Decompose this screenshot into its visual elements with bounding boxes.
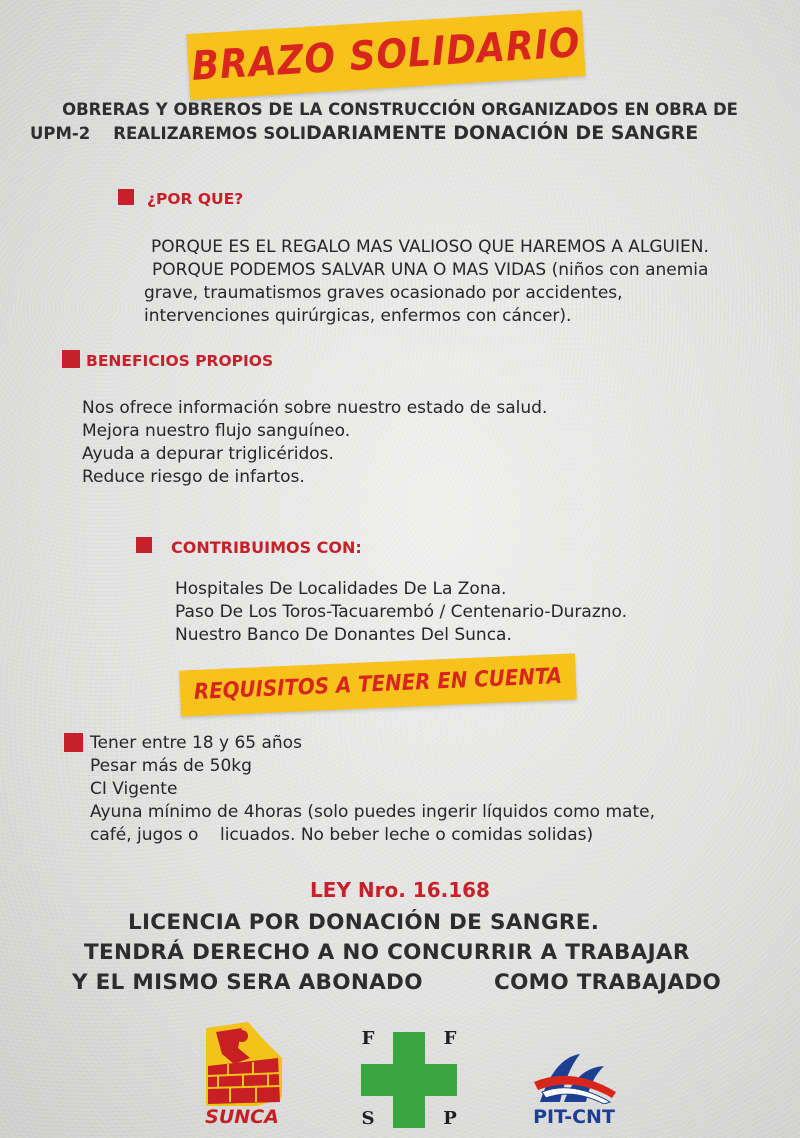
ffsp-letter-bl: S [361,1108,375,1129]
subtitle-upm: UPM-2 [30,124,91,143]
subtitle-realizaremos: REALIZAREMOS SOLI [113,124,306,143]
bullet-square [136,537,152,553]
why-line-4: intervenciones quirúrgicas, enfermos con cáncer). [144,306,572,326]
why-line-3: grave, traumatismos graves ocasionado por accidentes, [144,283,623,303]
sunca-emblem-icon [198,1018,286,1108]
law-line-2: TENDRÁ DERECHO A NO CONCURRIR A TRABAJAR [84,940,690,965]
benefit-item: Nos ofrece información sobre nuestro estado de salud. [82,398,548,418]
contribute-item: Hospitales De Localidades De La Zona. [175,579,507,599]
requirement-item: CI Vigente [90,779,178,799]
benefit-item: Reduce riesgo de infartos. [82,467,305,487]
benefits-heading: BENEFICIOS PROPIOS [86,352,274,370]
benefit-item: Mejora nuestro flujo sanguíneo. [82,421,351,441]
law-line-3a: Y EL MISMO SERA ABONADO [72,970,423,995]
subtitle-donacion: DARIAMENTE DONACIÓN DE SANGRE [305,122,699,144]
requirements-banner [179,653,577,716]
contribute-item: Paso De Los Toros-Tacuarembó / Centenario-Durazno. [175,602,628,622]
requirements-heading: REQUISITOS A TENER EN CUENTA [193,663,563,706]
bullet-square [62,350,80,368]
contribute-heading: CONTRIBUIMOS CON: [171,538,362,557]
law-number: LEY Nro. 16.168 [310,878,490,902]
law-line-3b: COMO TRABAJADO [494,970,722,995]
ffsp-letter-tl: F [361,1028,375,1049]
ffsp-letter-tr: F [443,1028,457,1049]
ffsp-logo [355,1026,463,1134]
ffsp-letter-br: P [443,1108,457,1129]
requirement-item: café, jugos o licuados. No beber leche o comidas solidas) [90,825,594,845]
law-line-1: LICENCIA POR DONACIÓN DE SANGRE. [128,910,600,935]
sunca-label: SUNCA [205,1106,279,1128]
pitcnt-label: PIT-CNT [533,1106,615,1128]
page-title: BRAZO SOLIDARIO [190,20,582,90]
bullet-square [64,733,83,752]
why-heading: ¿POR QUE? [147,190,244,208]
benefit-item: Ayuda a depurar triglicéridos. [82,444,334,464]
title-banner [186,10,585,100]
bullet-square [118,189,134,205]
contribute-item: Nuestro Banco De Donantes Del Sunca. [175,625,512,645]
subtitle-line-2 [30,122,790,144]
subtitle-line-1: OBRERAS Y OBREROS DE LA CONSTRUCCIÓN ORGANIZADOS EN OBRA DE [62,100,738,119]
sunca-logo [198,1018,286,1130]
requirement-item: Pesar más de 50kg [90,756,252,776]
requirement-item: Ayuna mínimo de 4horas (solo puedes ingerir líquidos como mate, [90,802,655,822]
pitcnt-logo [520,1052,628,1132]
why-line-1: PORQUE ES EL REGALO MAS VALIOSO QUE HAREMOS A ALGUIEN. [151,237,709,257]
pitcnt-emblem-icon [520,1052,628,1104]
requirement-item: Tener entre 18 y 65 años [90,733,302,753]
why-line-2: PORQUE PODEMOS SALVAR UNA O MAS VIDAS (niños con anemia [152,260,709,280]
